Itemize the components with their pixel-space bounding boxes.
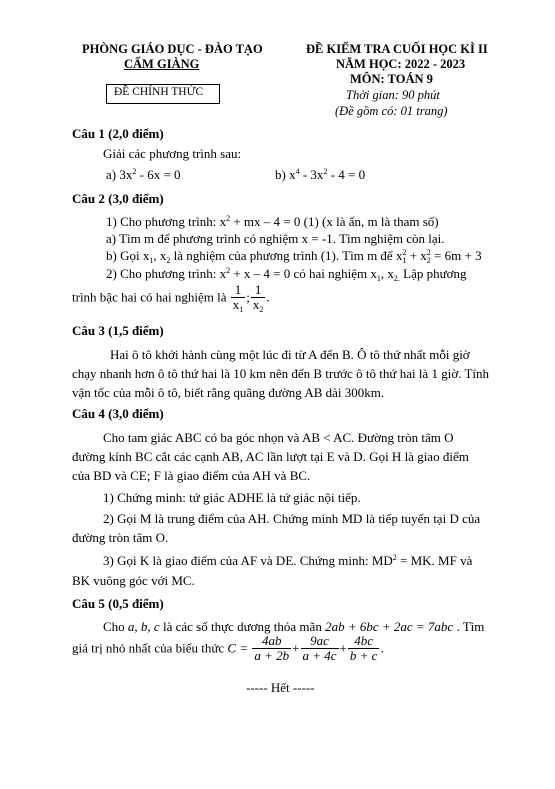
question-4-line-6: đường tròn tâm O.	[72, 530, 169, 545]
fraction-4bc: $\frac{4bc}{b + c}$	[349, 633, 378, 663]
fraction-4ab: $\frac{4ab}{a + 2b}$	[254, 633, 290, 663]
question-4-title: Câu 4 (3,0 điểm)	[72, 406, 164, 421]
fraction-9ac: $\frac{9ac}{a + 4c}$	[302, 633, 337, 663]
question-5-line-1: Cho a, b, c là các số thực dương thỏa mãn 2ab + 6bc + 2ac = 7abc . Tìm	[103, 619, 485, 634]
fraction-1-over-x1: $\frac{1}{x_1}$	[232, 282, 244, 314]
question-4-line-7: 3) Gọi K là giao điểm của AF và DE. Chứng minh: $MD^2$ = MK. MF và	[103, 553, 473, 568]
subject: MÔN: TOÁN 9	[350, 72, 433, 86]
duration: Thời gian: 90 phút	[346, 88, 440, 102]
question-1b: b) $x^4 - 3x^2 - 4 = 0$	[275, 167, 366, 182]
question-4-line-8: BK vuông góc với MC.	[72, 573, 195, 588]
fraction-1-over-x2: $\frac{1}{x_2}$	[252, 282, 264, 314]
question-3-line-3: vận tốc của mỗi ô tô, biết rằng quãng đường AB dài 300km.	[72, 385, 385, 400]
question-2-title: Câu 2 (3,0 điểm)	[72, 191, 164, 206]
question-3-line-1: Hai ô tô khởi hành cùng một lúc đi từ A đến B. Ô tô thứ nhất mỗi giờ	[110, 347, 470, 362]
question-2-line-2: a) Tìm m để phương trình có nghiệm x = -1. Tìm nghiệm còn lại.	[106, 231, 445, 246]
question-2-line-3: b) Gọi $x_1$, $x_2$ là nghiệm của phương trình (1). Tìm m để $x_1^2 + x_2^2 = 6m + 3$	[106, 248, 482, 265]
question-4-line-2: đường kính BC cắt các cạnh AB, AC lần lượt tại E và D. Gọi H là giao điểm	[72, 449, 469, 464]
question-2-line-5: trình bậc hai có hai nghiệm là $\frac{1}{x_1}$ ; $\frac{1}{x_2}$ .	[72, 282, 270, 314]
page-count-note: (Đề gồm có: 01 trang)	[335, 104, 448, 118]
school-year: NĂM HỌC: 2022 - 2023	[336, 57, 466, 71]
question-3-title: Câu 3 (1,5 điểm)	[72, 323, 164, 338]
end-marker: ----- Hết -----	[246, 680, 315, 695]
question-5-title: Câu 5 (0,5 điểm)	[72, 596, 164, 611]
header-department: PHÒNG GIÁO DỤC - ĐÀO TẠO	[82, 42, 263, 56]
question-5-line-2: giá trị nhỏ nhất của biểu thức C = $\frac{4ab}{a + 2b}$ + $\frac{9ac}{a + 4c}$ + $\frac{4bc}{b + c}$ .	[72, 633, 384, 663]
question-1-title: Câu 1 (2,0 điểm)	[72, 126, 164, 141]
question-4-line-1: Cho tam giác ABC có ba góc nhọn và AB < AC. Đường tròn tâm O	[103, 430, 454, 445]
exam-title: ĐỀ KIỂM TRA CUỐI HỌC KÌ II	[306, 42, 488, 56]
question-1a: a) $3x^2 - 6x = 0$	[106, 167, 181, 182]
question-2-line-1: 1) Cho phương trình: $x^2$ + mx – 4 = 0 (1) (x là ẩn, m là tham số)	[106, 214, 439, 229]
question-1-intro: Giải các phương trình sau:	[103, 146, 242, 161]
question-2-line-4: 2) Cho phương trình: $x^2 + x - 4 = 0$ có hai nghiệm $x_1$, $x_{2.}$ Lập phương	[106, 266, 467, 283]
question-4-line-4: 1) Chứng minh: tứ giác ADHE là tứ giác nội tiếp.	[103, 490, 361, 505]
question-3-line-2: chạy nhanh hơn ô tô thứ hai là 10 km nên đến B trước ô tô thứ hai là 1 giờ. Tính	[72, 366, 490, 381]
official-label: ĐỀ CHÍNH THỨC	[114, 86, 204, 98]
question-4-line-5: 2) Gọi M là trung điểm của AH. Chứng minh MD là tiếp tuyến tại D của	[103, 511, 481, 526]
question-4-line-3: của BD và CE; F là giao điểm của AH và BC.	[72, 468, 311, 483]
header-district: CẨM GIÀNG	[124, 57, 200, 71]
